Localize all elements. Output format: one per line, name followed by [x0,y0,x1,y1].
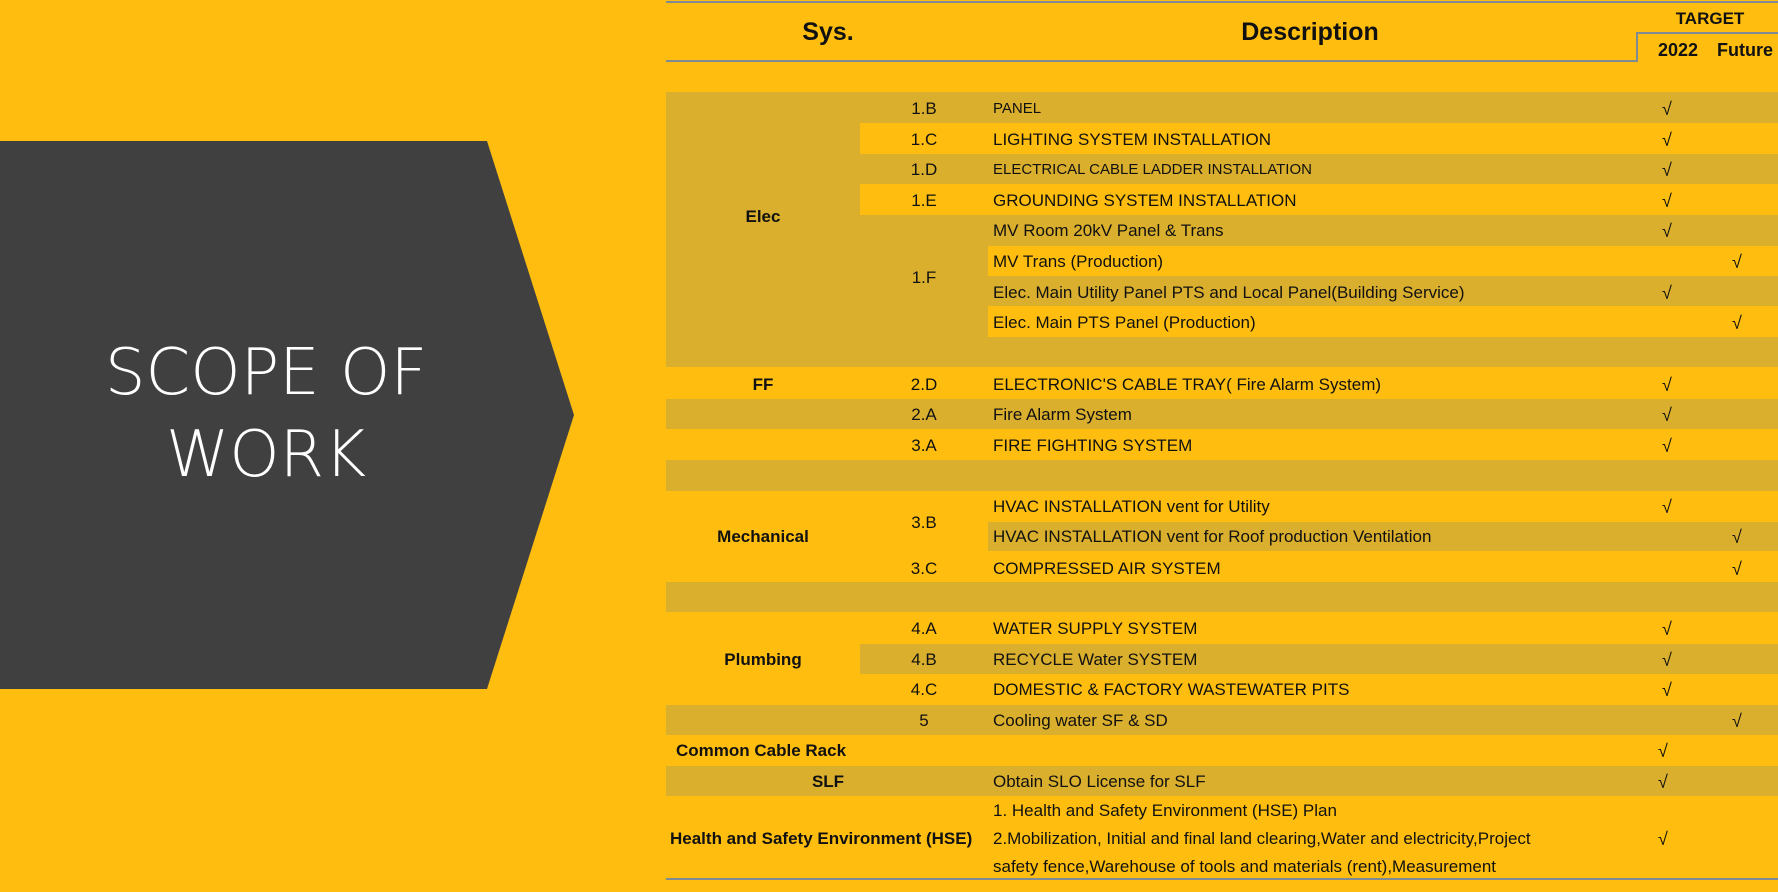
check-2022-hvac-utility: √ [1662,497,1672,517]
row-band-mech-spacer [666,582,1778,612]
elec-group-band [666,92,860,367]
code-2D: 2.D [910,375,938,394]
row-band-elec-spacer [666,337,1778,367]
desc-hvac-utility: HVAC INSTALLATION vent for Utility [993,497,1270,516]
row-band-2A [666,399,1778,429]
desc-4A: WATER SUPPLY SYSTEM [993,619,1198,638]
check-future-3C: √ [1732,559,1742,579]
check-2022-2A: √ [1662,405,1672,425]
desc-hse-line3: safety fence,Warehouse of tools and materials (rent),Measurement [993,857,1496,876]
table-bottom-rule [666,878,1778,880]
desc-slf: Obtain SLO License for SLF [993,772,1206,791]
desc-4C: DOMESTIC & FACTORY WASTEWATER PITS [993,680,1350,699]
check-2022-1E: √ [1662,191,1672,211]
desc-hse-line1: 1. Health and Safety Environment (HSE) Plan [993,801,1337,820]
code-1C: 1.C [910,130,938,149]
desc-2D: ELECTRONIC'S CABLE TRAY( Fire Alarm System) [993,375,1382,394]
header-2022: 2022 [1657,40,1699,60]
check-2022-hse: √ [1658,829,1668,849]
sys-slf: SLF [811,772,845,791]
check-future-hvac-roof: √ [1732,527,1742,547]
code-4B: 4.B [911,650,937,669]
check-2022-1B: √ [1662,99,1672,119]
desc-2A: Fire Alarm System [993,405,1132,424]
header-target: TARGET [1675,9,1745,28]
header-sys: Sys. [802,18,854,46]
code-4A: 4.A [911,619,937,638]
header-bottom-rule [666,60,1636,62]
code-1B: 1.B [911,99,937,118]
desc-3A: FIRE FIGHTING SYSTEM [993,436,1193,455]
check-future-elec-main-pts: √ [1732,313,1742,333]
slide-title-line1: SCOPE OF [104,336,428,410]
header-future: Future [1717,40,1773,60]
row-band-ff-spacer [666,460,1778,491]
desc-elec-main-pts: Elec. Main PTS Panel (Production) [993,313,1256,332]
code-3A: 3.A [911,436,937,455]
desc-5: Cooling water SF & SD [993,711,1168,730]
desc-mv-trans: MV Trans (Production) [993,252,1164,271]
desc-4B: RECYCLE Water SYSTEM [993,650,1198,669]
check-2022-3A: √ [1662,436,1672,456]
header-description: Description [1241,18,1379,46]
desc-elec-main-utility: Elec. Main Utility Panel PTS and Local Panel(Building Service) [993,283,1465,302]
check-2022-1D: √ [1662,160,1672,180]
desc-1B: PANEL [993,100,1042,117]
check-2022-slf: √ [1658,772,1668,792]
code-2A: 2.A [911,405,937,424]
desc-mv-room: MV Room 20kV Panel & Trans [993,221,1224,240]
code-5: 5 [919,711,929,730]
desc-3C: COMPRESSED AIR SYSTEM [993,559,1221,578]
sys-elec: Elec [745,207,781,226]
check-2022-4C: √ [1662,680,1672,700]
desc-1D: ELECTRICAL CABLE LADDER INSTALLATION [993,161,1312,178]
check-2022-2D: √ [1662,375,1672,395]
code-1E: 1.E [911,191,937,210]
sys-hse: Health and Safety Environment (HSE) [670,829,973,848]
desc-1E: GROUNDING SYSTEM INSTALLATION [993,191,1297,210]
sys-common-cable-rack: Common Cable Rack [676,741,847,760]
code-1D: 1.D [910,160,938,179]
sys-plumbing: Plumbing [724,650,802,669]
code-3C: 3.C [910,559,938,578]
code-3B: 3.B [911,513,937,532]
check-2022-4B: √ [1662,650,1672,670]
slide-title-line2: WORK [165,418,367,492]
check-2022-4A: √ [1662,619,1672,639]
code-4C: 4.C [910,680,938,699]
check-2022-mv-room: √ [1662,221,1672,241]
check-future-mv-trans: √ [1732,252,1742,272]
sys-ff: FF [752,375,774,394]
slide-title [40,332,492,496]
check-2022-1C: √ [1662,130,1672,150]
desc-1C: LIGHTING SYSTEM INSTALLATION [993,130,1272,149]
check-2022-common-cable-rack: √ [1658,741,1668,761]
table-top-rule [666,1,1778,3]
scope-table [666,0,1778,892]
sys-mechanical: Mechanical [717,527,809,546]
row-band-5 [666,705,1778,735]
desc-hse-line2: 2.Mobilization, Initial and final land clearing,Water and electricity,Project [993,829,1531,848]
desc-hvac-roof: HVAC INSTALLATION vent for Roof production Ventilation [993,527,1432,546]
code-1F: 1.F [911,268,937,287]
check-future-5: √ [1732,711,1742,731]
check-2022-elec-main-utility: √ [1662,283,1672,303]
